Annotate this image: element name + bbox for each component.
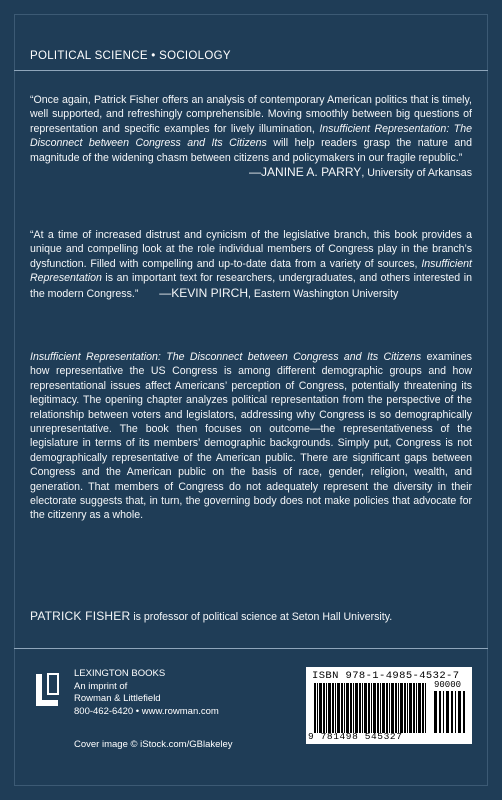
quote-1-text-part1: “Once again, Patrick Fisher offers an analysis of contemporary American politics that is timely, well supported, and refreshingly comprehensible. Moving smoothly between big questions of representation and specific examples for lively illumination,	[30, 94, 472, 135]
author-name: PATRICK FISHER	[30, 609, 131, 623]
quote-2-affiliation: , Eastern Washington University	[247, 287, 399, 300]
quote-1-affiliation: , University of Arkansas	[361, 167, 472, 180]
quote-2-text-part2: is an important text for researchers, undergraduates, and others interested in the modern Congress.”	[30, 272, 472, 300]
blurb-quote-2	[30, 228, 472, 301]
category-label: POLITICAL SCIENCE • SOCIOLOGY	[30, 50, 231, 62]
publisher-imprint-label: An imprint of	[74, 680, 128, 692]
quote-2-book-title: Insufficient Representation	[30, 257, 472, 285]
quote-2-author: —KEVIN PIRCH	[159, 285, 248, 300]
isbn-number: ISBN 978-1-4985-4532-7	[312, 670, 460, 682]
barcode	[306, 667, 472, 744]
cover-image-credit: Cover image © iStock.com/GBlakeley	[74, 739, 233, 750]
author-bio-text: is professor of political science at Seton Hall University.	[130, 611, 393, 623]
publisher-info	[74, 668, 219, 718]
blurb-quote-1	[30, 93, 472, 180]
description-book-title: Insufficient Representation: The Disconnect between Congress and Its Citizens	[30, 351, 422, 363]
price-code: 90000	[434, 680, 462, 690]
quote-1-author: —JANINE A. PARRY	[249, 165, 362, 180]
publisher-contact: 800-462-6420 • www.rowman.com	[74, 705, 219, 717]
quote-2-text-part1: “At a time of increased distrust and cynicism of the legislative branch, this book provides a unique and compelling look at the role individual members of Congress play in the branch’s dysfunction. Filled with compelling and up-to-date data from a variety of sources,	[30, 229, 472, 270]
bottom-divider	[14, 648, 488, 649]
barcode-digits: 9 781498 545327	[308, 731, 403, 742]
book-description	[30, 350, 472, 523]
author-bio	[30, 609, 472, 624]
description-body: examines how representative the US Congress is among different demographic groups and how representational issues affect Americans’ perception of Congress, potentially threatening its legitimacy. The opening chapter analyzes political representation from the perspective of the relationship between voters and legislators, addressing why Congress is so demographically unrepresentative. The book then focuses on outcome—the representativeness of the legislature in terms of its members’ demographic backgrounds. Simply put, Congress is not demographically representative of the American public. There are significant gaps between Congress and the American public on the basis of race, gender, religion, wealth, and generation. That members of Congress do not adequately represent the diversity in their electorate suggests that, in turn, the governing body does not make policies that advocate for the citizenry as a whole.	[30, 351, 472, 522]
top-divider	[14, 70, 488, 71]
price-barcode-bars-icon	[434, 691, 466, 733]
barcode-bars-icon	[314, 683, 426, 733]
publisher-parent: Rowman & Littlefield	[74, 693, 161, 705]
quote-1-text-part2: will help readers grasp the nature and magnitude of the widening chasm between citizens and policymakers in our fragile republic.”	[30, 137, 472, 164]
quote-1-attribution	[30, 165, 472, 180]
lexington-logo-icon	[30, 668, 64, 712]
quote-1-book-title: Insufficient Representation: The Disconnect between Congress and Its Citizens	[30, 122, 473, 150]
publisher-name: LEXINGTON BOOKS	[74, 668, 166, 679]
